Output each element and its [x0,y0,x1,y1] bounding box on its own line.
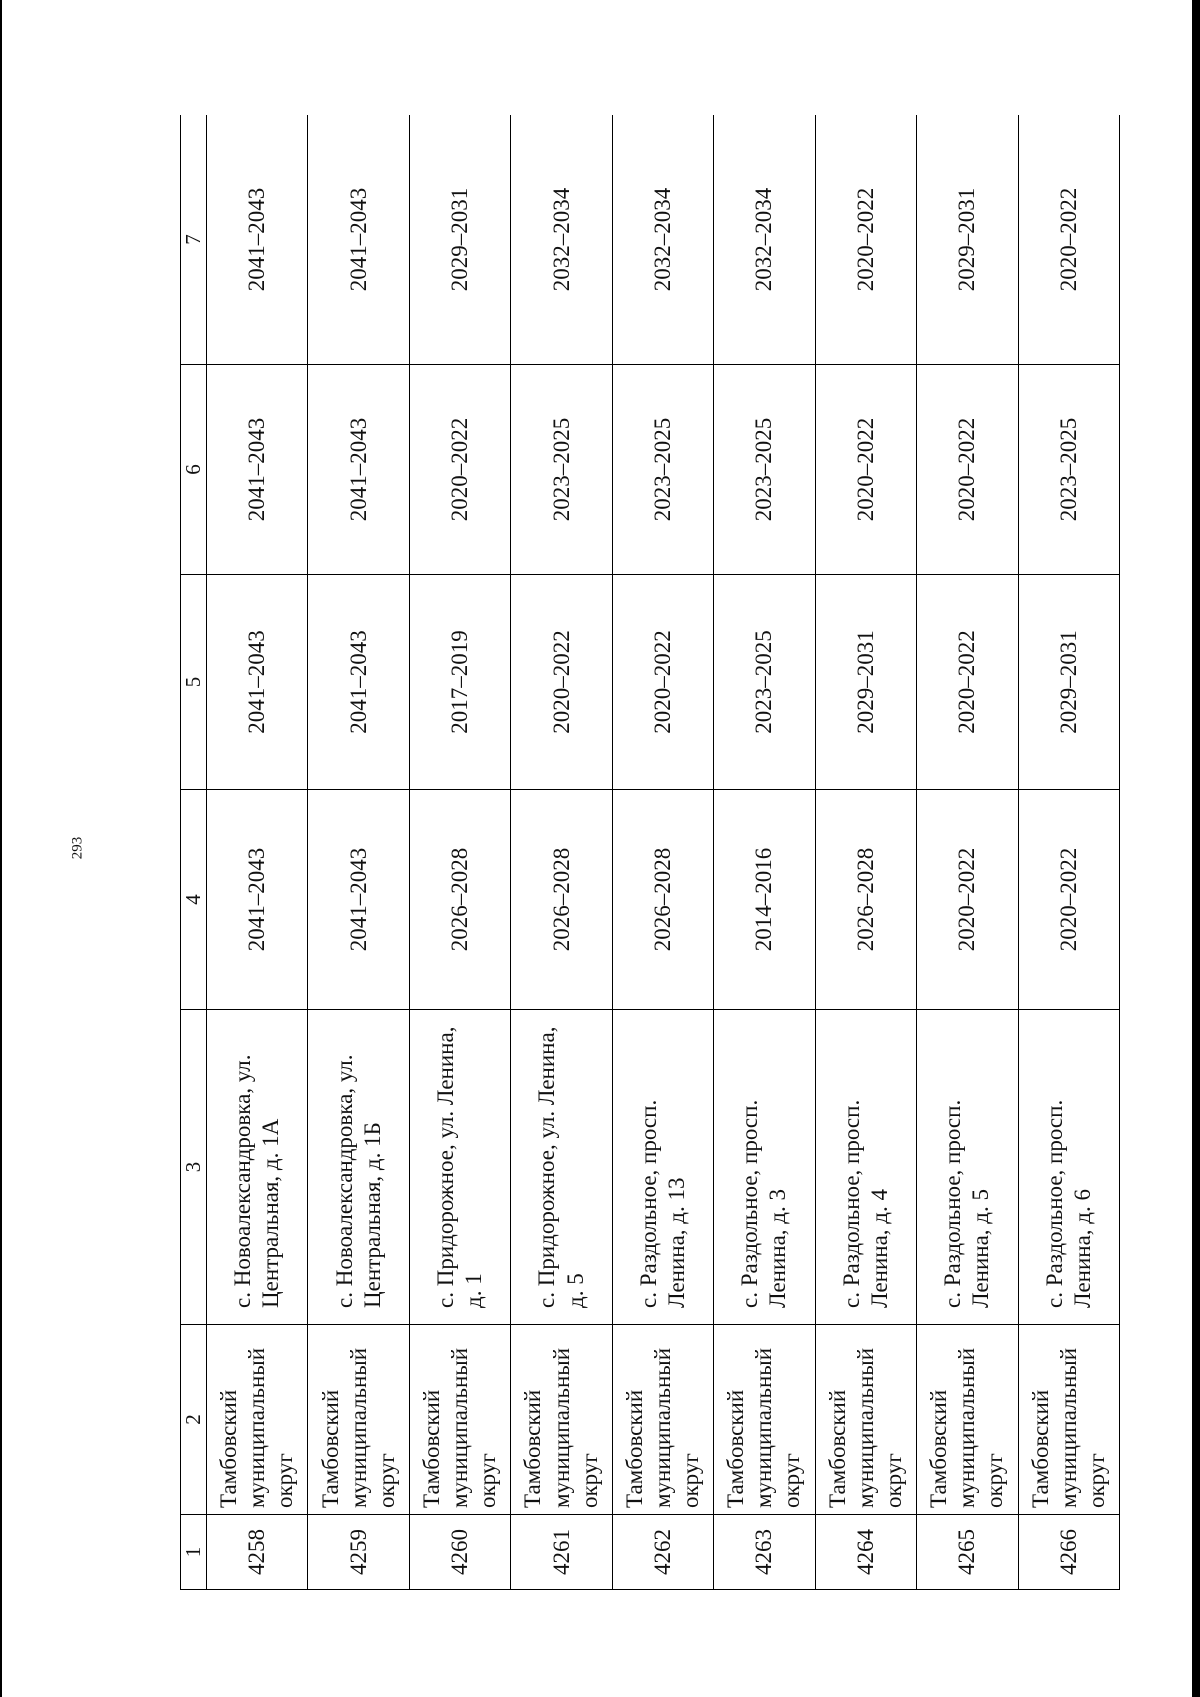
year-range-cell-7: 2041–2043 [207,115,308,365]
table-container [180,115,1120,1590]
district-cell: Тамбовский муниципальный округ [308,1325,409,1515]
year-range-cell-4: 2026–2028 [511,790,612,1010]
table-row [714,115,815,1590]
year-range-cell-7: 2032–2034 [612,115,713,365]
district-cell: Тамбовский муниципальный округ [714,1325,815,1515]
year-range-cell-4: 2041–2043 [207,790,308,1010]
row-number-cell: 4263 [714,1515,815,1590]
year-range-cell-4: 2026–2028 [409,790,510,1010]
address-cell: с. Раздольное, просп. Ленина, д. 3 [714,1010,815,1325]
year-range-cell-7: 2041–2043 [308,115,409,365]
row-number-cell: 4265 [917,1515,1018,1590]
address-cell: с. Раздольное, просп. Ленина, д. 4 [815,1010,916,1325]
year-range-cell-4: 2014–2016 [714,790,815,1010]
data-table [180,115,1120,1590]
year-range-cell-4: 2026–2028 [612,790,713,1010]
year-range-cell-5: 2020–2022 [917,575,1018,790]
column-header: 3 [181,1010,207,1325]
table-row [612,115,713,1590]
year-range-cell-7: 2032–2034 [714,115,815,365]
table-row [815,115,916,1590]
address-cell: с. Раздольное, просп. Ленина, д. 6 [1018,1010,1120,1325]
address-cell: с. Раздольное, просп. Ленина, д. 13 [612,1010,713,1325]
year-range-cell-6: 2041–2043 [308,365,409,575]
year-range-cell-5: 2023–2025 [714,575,815,790]
year-range-cell-7: 2032–2034 [511,115,612,365]
page-number: 293 [69,836,86,860]
address-cell: с. Новоалександровка, ул. Центральная, д. 1Б [308,1010,409,1325]
year-range-cell-6: 2020–2022 [917,365,1018,575]
year-range-cell-6: 2023–2025 [714,365,815,575]
column-header: 7 [181,115,207,365]
scan-left-edge [0,0,2,1697]
year-range-cell-6: 2023–2025 [612,365,713,575]
year-range-cell-5: 2041–2043 [207,575,308,790]
row-number-cell: 4266 [1018,1515,1120,1590]
column-header: 2 [181,1325,207,1515]
district-cell: Тамбовский муниципальный округ [815,1325,916,1515]
year-range-cell-6: 2020–2022 [409,365,510,575]
year-range-cell-5: 2029–2031 [815,575,916,790]
table-row [409,115,510,1590]
row-number-cell: 4264 [815,1515,916,1590]
year-range-cell-6: 2023–2025 [1018,365,1120,575]
district-cell: Тамбовский муниципальный округ [1018,1325,1120,1515]
column-header: 1 [181,1515,207,1590]
row-number-cell: 4258 [207,1515,308,1590]
table-row [917,115,1018,1590]
year-range-cell-5: 2017–2019 [409,575,510,790]
district-cell: Тамбовский муниципальный округ [409,1325,510,1515]
district-cell: Тамбовский муниципальный округ [917,1325,1018,1515]
year-range-cell-6: 2041–2043 [207,365,308,575]
year-range-cell-7: 2020–2022 [1018,115,1120,365]
scan-right-edge [1192,0,1200,1697]
rotated-table-frame [180,115,1120,1590]
row-number-cell: 4259 [308,1515,409,1590]
year-range-cell-6: 2023–2025 [511,365,612,575]
year-range-cell-5: 2041–2043 [308,575,409,790]
year-range-cell-4: 2020–2022 [1018,790,1120,1010]
table-row [308,115,409,1590]
address-cell: с. Раздольное, просп. Ленина, д. 5 [917,1010,1018,1325]
district-cell: Тамбовский муниципальный округ [612,1325,713,1515]
year-range-cell-4: 2026–2028 [815,790,916,1010]
year-range-cell-7: 2020–2022 [815,115,916,365]
year-range-cell-6: 2020–2022 [815,365,916,575]
year-range-cell-7: 2029–2031 [409,115,510,365]
column-header: 4 [181,790,207,1010]
row-number-cell: 4260 [409,1515,510,1590]
address-cell: с. Придорожное, ул. Ленина, д. 5 [511,1010,612,1325]
table-row [1018,115,1120,1590]
year-range-cell-5: 2029–2031 [1018,575,1120,790]
year-range-cell-5: 2020–2022 [612,575,713,790]
column-header: 6 [181,365,207,575]
district-cell: Тамбовский муниципальный округ [511,1325,612,1515]
table-row [511,115,612,1590]
year-range-cell-4: 2041–2043 [308,790,409,1010]
row-number-cell: 4261 [511,1515,612,1590]
year-range-cell-4: 2020–2022 [917,790,1018,1010]
year-range-cell-7: 2029–2031 [917,115,1018,365]
table-row [207,115,308,1590]
address-cell: с. Придорожное, ул. Ленина, д. 1 [409,1010,510,1325]
row-number-cell: 4262 [612,1515,713,1590]
year-range-cell-5: 2020–2022 [511,575,612,790]
district-cell: Тамбовский муниципальный округ [207,1325,308,1515]
address-cell: с. Новоалександровка, ул. Центральная, д. 1А [207,1010,308,1325]
column-header: 5 [181,575,207,790]
header-row [181,115,207,1590]
